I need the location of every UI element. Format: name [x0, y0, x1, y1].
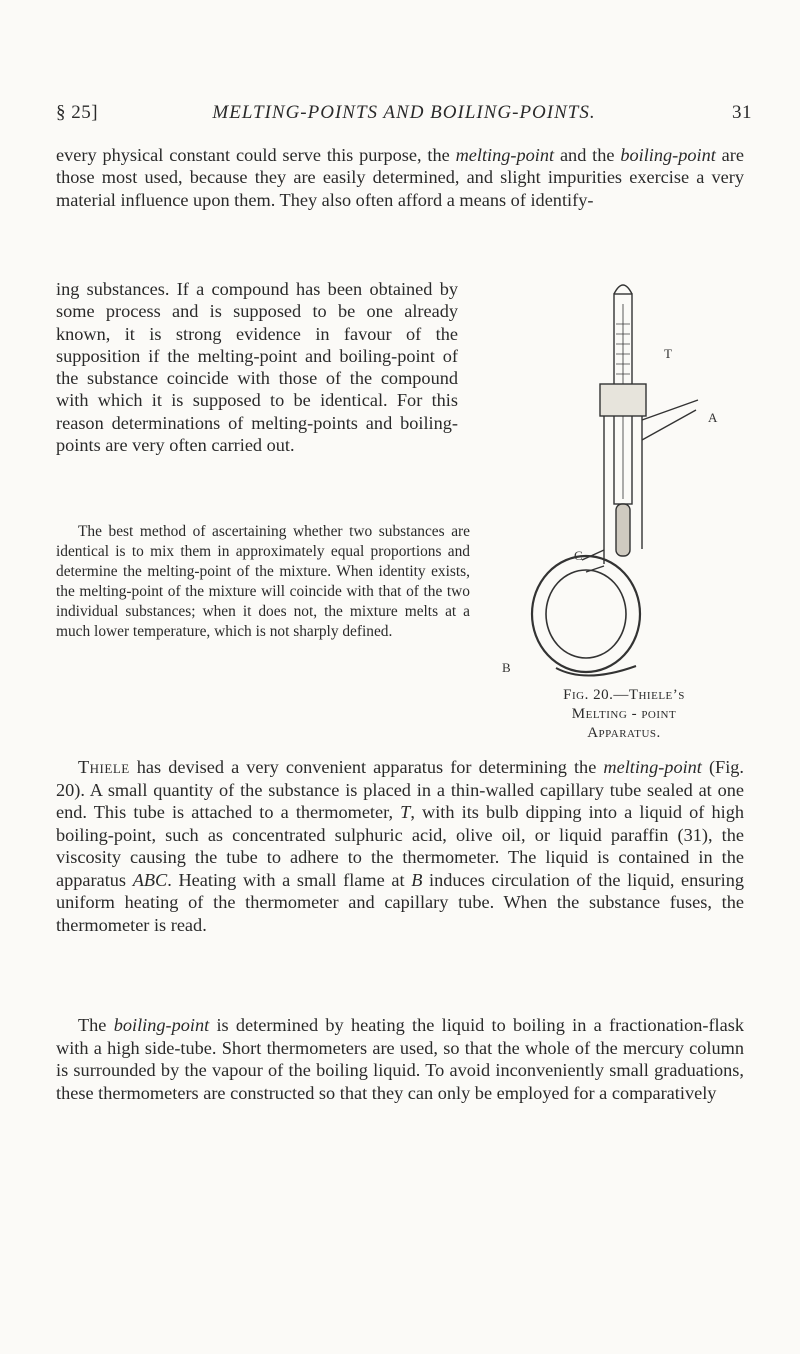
thermometer-tip — [614, 285, 632, 294]
circulation-loop-inner — [546, 570, 626, 658]
emphasis-melting-point: melting-point — [455, 145, 555, 165]
paragraph-thiele-apparatus — [56, 756, 744, 936]
emphasis-melting-point: melting-point — [603, 757, 702, 777]
label-t: T — [664, 346, 672, 361]
emphasis-t: T — [400, 802, 411, 822]
circulation-loop-outer — [532, 556, 640, 672]
side-arm-c — [582, 550, 604, 572]
text-run: are those most used, because they are easily determined, and slight impurities exercise a very material influence upon them. They also often afford a means of identify- — [56, 145, 744, 210]
text-run: . Heating with a small flame at — [167, 869, 412, 890]
caption-line: Apparatus. — [587, 725, 661, 741]
label-c: C — [574, 548, 583, 563]
text-run: The — [78, 1015, 114, 1035]
thiele-apparatus-illustration — [486, 264, 746, 684]
caption-line: Fig. 20.—Thiele’s — [563, 687, 685, 703]
text-run: every physical constant could serve this purpose, the — [56, 145, 456, 165]
running-header — [56, 102, 752, 128]
paragraph-mixture-method: The best method of ascertaining whether two substances are identical is to mix them in approximately equal proportions and determine the melting-point of the mixture. When identity exists, the melting-point of the mixture will coincide with that of the two individual substances; when it does not, the mixture melts at a much lower temperature, which is not sharply defined. — [56, 523, 470, 640]
side-arm-a — [642, 400, 698, 440]
caption-line: Melting - point — [571, 706, 677, 722]
paragraph-intro-continued: ing substances. If a compound has been obtained by some process and is supposed to be one already known, it is strong evidence in favour of the supposition if the melting-point and boiling-point of the substance coincide with those of the compound with which it is supposed to be identical. For this reason determinations of melting-points and boiling-points are very often carried out. — [56, 279, 458, 456]
label-a: A — [708, 410, 718, 425]
author-name: Thiele — [78, 757, 130, 777]
label-b: B — [502, 660, 511, 675]
thermometer-bulb — [616, 504, 630, 556]
section-number: § 25] — [56, 102, 99, 123]
text-run: , with its bulb dipping into a liquid of high boiling-point, such as concentrated sulphuric acid, olive oil, or liquid paraffin (31), the viscosity causing the tube to adhere to the thermometer. The liquid is contained in the apparatus — [56, 802, 744, 890]
running-title: MELTING-POINTS AND BOILING-POINTS. — [212, 102, 596, 123]
emphasis-b: B — [411, 869, 423, 890]
text-run: is determined by heating the liquid to boiling in a fractionation-flask with a high side-tube. Short thermometers are used, so that the whole of the mercury column is surrounded by the vapour of the boiling liquid. To avoid inconveniently small graduations, these thermometers are constructed so that they can only be employed for a comparatively — [56, 1015, 745, 1103]
emphasis-boiling-point: boiling-point — [620, 145, 716, 165]
text-run: induces circulation of the liquid, ensuring uniform heating of the thermometer and capillary tube. When the substance fuses, the thermometer is read. — [56, 869, 745, 935]
text-run: and the — [554, 145, 621, 165]
cork-stopper — [600, 384, 646, 416]
page-number: 31 — [732, 102, 752, 123]
paragraph-intro — [56, 144, 744, 211]
text-run: (Fig. 20). A small quantity of the substance is placed in a thin-walled capillary tube sealed at one end. This tube is attached to a thermometer, — [56, 757, 744, 822]
figure-caption — [502, 686, 746, 743]
paragraph-boiling-point — [56, 1014, 744, 1104]
emphasis-abc: ABC — [132, 869, 168, 890]
emphasis-boiling-point: boiling-point — [113, 1015, 210, 1035]
text-run: has devised a very convenient apparatus for determining the — [129, 757, 604, 777]
figure-thiele-apparatus — [486, 264, 746, 744]
